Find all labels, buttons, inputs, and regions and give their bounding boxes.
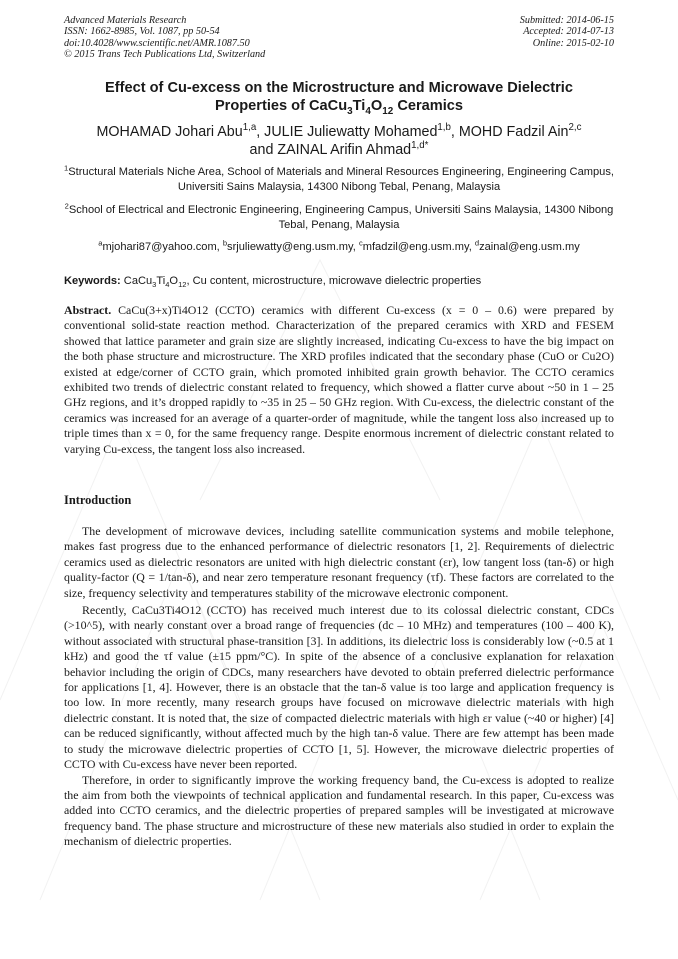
submitted-date: Submitted: 2014-06-15 — [519, 15, 614, 26]
abstract-label: Abstract. — [64, 303, 112, 317]
email-link[interactable]: srjuliewatty@eng.usm.my, — [227, 241, 359, 253]
journal-info — [64, 15, 265, 61]
keywords: Keywords: $CaCu_3Ti_4O_{12}$, Cu content, microstructure, microwave dielectric properties — [64, 275, 482, 290]
authors-line-1: MOHAMAD Johari Abu$^{1,a}$, JULIE Juliewatty Mohamed$^{1,b}$, MOHD Fadzil Ain$^{2,c}$ — [96, 122, 582, 140]
email-link[interactable]: mfadzil@eng.usm.my, — [362, 241, 475, 253]
paragraph: The development of microwave devices, including satellite communication systems and mobile telephone, makes fast progress due to the enhanced performance of dielectric resonators [1, 2]. Requirements of dielectric ceramics used as dielectric resonators are united with high dielectric constant (εr), low tangent loss (tan-δ) or high quality-factor (Q = 1/tan-δ), and near zero temperature resonant frequency (τf). These factors are correlated to the size, frequency selectivity and temperatures stability of the microwave electronic component. — [64, 524, 614, 600]
keywords-label: Keywords: — [64, 275, 121, 287]
author-list — [64, 124, 614, 159]
title-line-2: Properties of $CaCu_3Ti_4O_{12}$ Ceramics — [214, 97, 464, 117]
abstract — [64, 303, 614, 457]
email-link[interactable]: zainal@eng.usm.my — [479, 241, 580, 253]
email-link[interactable]: mjohari87@yahoo.com, — [102, 241, 223, 253]
affiliation-2: $^2$School of Electrical and Electronic Engineering, Engineering Campus, Universiti Sains Malaysia, 14300 Nibong Tebal, Penang, Malaysia — [64, 201, 614, 231]
introduction-body — [64, 524, 614, 850]
paper-title — [64, 80, 614, 115]
journal-issn: ISSN: 1662-8985, Vol. 1087, pp 50-54 — [64, 26, 220, 38]
affiliation-1: $^1$Structural Materials Niche Area, School of Materials and Mineral Resources Engineering, Engineering Campus, Universiti Sains Malaysia, 14300 Nibong Tebal, Penang, Malaysia — [64, 163, 614, 193]
author-emails: $^a$mjohari87@yahoo.com, $^b$srjuliewatty@eng.usm.my, $^c$mfadzil@eng.usm.my, $^d$zainal@eng.usm.my — [98, 238, 580, 253]
authors-line-2: and ZAINAL Arifin Ahmad$^{1,d*}$ — [249, 139, 429, 158]
online-date: Online: 2015-02-10 — [532, 37, 614, 49]
paragraph: Therefore, in order to significantly improve the working frequency band, the Cu-excess is adopted to realize the aim from both the viewpoints of technical application and fundamental research. In this paper, Cu-excess was added into CCTO ceramics, and the dielectric properties of prepared samples will be investigated at microwave frequency band. The phase structure and microstructure of these new materials also studied in order to explain the mechanism of dielectric properties. — [64, 772, 614, 849]
journal-copyright: © 2015 Trans Tech Publications Ltd, Switzerland — [64, 49, 266, 61]
title-line-1: Effect of Cu-excess on the Microstructure and Microwave Dielectric — [105, 80, 573, 96]
journal-name: Advanced Materials Research — [64, 15, 187, 26]
abstract-text: CaCu(3+x)Ti4O12 (CCTO) ceramics with different Cu-excess (x = 0 – 0.6) were prepared by conventional solid-state reaction method. Characterization of the prepared ceramics with XRD and FESEM showed that lattice parameter and grain size are slightly increased, indicating Cu-excess to have the big impact on the both phase structure and microstructure. The XRD profiles indicated that the secondary phase (CuO or Cu2O) existed at edge/corner of CCTO grain, which promoted inhibited grain growth behavior. The CCTO ceramics exhibited two trends of dielectric constant related to frequency, which showed a flatter curve about ~50 in 1 – 25 GHz regions, and it’s dropped rapidly to ~35 in 25 – 50 GHz region. With Cu-excess, the dielectric constant of the ceramics was increased for an average of a quarter-order of magnitude, while the tangent loss also increased up to triple times than x = 0, for the same frequency range. Despite enormous increment of dielectric constant related to varying Cu-excess, the tangent loss also increased. — [64, 303, 614, 456]
journal-doi: doi:10.4028/www.scientific.net/AMR.1087.50 — [64, 37, 250, 49]
section-heading: Introduction — [64, 493, 132, 507]
accepted-date: Accepted: 2014-07-13 — [523, 26, 614, 38]
paragraph: Recently, CaCu3Ti4O12 (CCTO) has received much interest due to its colossal dielectric constant, CDCs (>10^5), with nearly constant over a broad range of frequencies (dc – 10 MHz) and temperatures (100 – 400 K), without associated with structural phase-transition [3]. In additions, its dielectric loss is considerably low (~0.5 at 1 kHz) and good the τf value (±15 ppm/°C). In spite of the absence of a conclusive explanation for relaxation behavior including the origin of CDCs, many researchers have devoted to obtain preferred dielectric performance for applications [1, 4]. However, there is an obstacle that the tan-δ value is too large and application frequency is too low. In more recently, many research groups have focused on microwave dielectric materials with high dielectric constant. It is noted that, the size of compacted dielectric materials with high εr value (~40 or higher) [4] can be reduced significantly, without affected much by the high tan-δ value. There are few attempt has been made to study the microwave dielectric properties of CCTO [1, 5]. However, the microwave dielectric properties of CCTO with Cu-excess have never been reported. — [64, 603, 614, 772]
submission-dates — [520, 15, 614, 49]
